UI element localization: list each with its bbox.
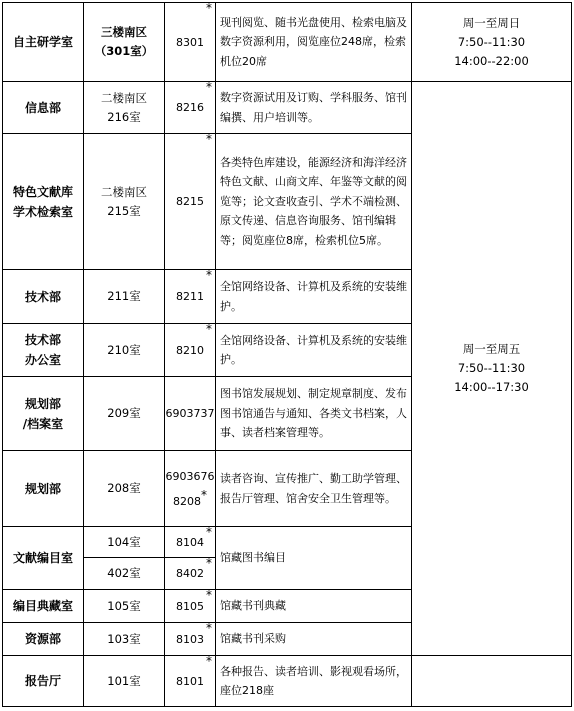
service-cell: 数字资源试用及订购、学科服务、馆刊编撰、用户培训等。 [216, 82, 412, 134]
room-cell: 210室 [84, 324, 165, 377]
ext-cell: 8103 * [165, 623, 216, 656]
dept-cell: 文献编目室 [3, 527, 84, 590]
room-cell: 三楼南区 （301室） [84, 3, 165, 82]
room-cell: 402室 [84, 558, 165, 590]
ext-cell: 8105 * [165, 590, 216, 623]
dept-cell: 编目典藏室 [3, 590, 84, 623]
ext-cell: 8210 * [165, 324, 216, 377]
star-mark: * [201, 487, 207, 502]
ext-cell: 6903737 [165, 377, 216, 451]
hours-cell-empty [412, 656, 572, 707]
dept-cell: 自主研学室 [3, 3, 84, 82]
service-cell: 读者咨询、宣传推广、勤工助学管理、报告厅管理、馆舍安全卫生管理等。 [216, 451, 412, 527]
ext-cell: 8301 * [165, 3, 216, 82]
room-cell: 二楼南区 215室 [84, 134, 165, 270]
service-cell: 现刊阅览、随书光盘使用、检索电脑及数字资源利用，阅览座位248席，检索机位20席 [216, 3, 412, 82]
ext-cell: 8216 * [165, 82, 216, 134]
service-cell: 馆藏书刊典藏 [216, 590, 412, 623]
hours-cell-daily: 周一至周日 7:50--11:30 14:00--22:00 [412, 3, 572, 82]
dept-cell: 技术部 办公室 [3, 324, 84, 377]
dept-cell: 规划部 /档案室 [3, 377, 84, 451]
hours-cell-weekday: 周一至周五 7:50--11:30 14:00--17:30 [412, 82, 572, 656]
service-cell: 图书馆发展规划、制定规章制度、发布图书馆通告与通知、各类文书档案，人事、读者档案管理等。 [216, 377, 412, 451]
service-cell: 各种报告、读者培训、影视观看场所，座位218座 [216, 656, 412, 707]
dept-cell: 技术部 [3, 270, 84, 324]
ext-cell: 6903676 8208* [165, 451, 216, 527]
room-cell: 105室 [84, 590, 165, 623]
dept-cell: 报告厅 [3, 656, 84, 707]
star-mark: * [206, 81, 212, 94]
library-departments-table [2, 2, 572, 707]
room-cell: 101室 [84, 656, 165, 707]
table-row [3, 656, 572, 707]
service-cell: 全馆网络设备、计算机及系统的安装维护。 [216, 270, 412, 324]
star-mark: * [206, 269, 212, 282]
ext-cell: 8104 * [165, 527, 216, 558]
table-row [3, 82, 572, 134]
dept-cell: 规划部 [3, 451, 84, 527]
room-cell: 211室 [84, 270, 165, 324]
service-cell: 馆藏图书编目 [216, 527, 412, 590]
room-cell: 208室 [84, 451, 165, 527]
dept-cell: 信息部 [3, 82, 84, 134]
star-mark: * [206, 557, 212, 570]
room-cell: 103室 [84, 623, 165, 656]
star-mark: * [206, 2, 212, 15]
table-row [3, 3, 572, 82]
star-mark: * [206, 589, 212, 602]
ext-cell: 8101 * [165, 656, 216, 707]
star-mark: * [206, 323, 212, 336]
service-cell: 各类特色库建设，能源经济和海洋经济特色文献、山商文库、年鉴等文献的阅览等；论文查收查引、学术不端检测、原文传递、信息咨询服务、馆刊编辑等；阅览座位8席，检索机位5席。 [216, 134, 412, 270]
service-cell: 馆藏书刊采购 [216, 623, 412, 656]
star-mark: * [206, 526, 212, 539]
room-cell: 二楼南区 216室 [84, 82, 165, 134]
star-mark: * [206, 622, 212, 635]
ext-cell: 8215 * [165, 134, 216, 270]
star-mark: * [206, 655, 212, 668]
room-cell: 104室 [84, 527, 165, 558]
dept-cell: 资源部 [3, 623, 84, 656]
ext-cell: 8211 * [165, 270, 216, 324]
service-cell: 全馆网络设备、计算机及系统的安装维护。 [216, 324, 412, 377]
ext-cell: 8402 * [165, 558, 216, 590]
dept-cell: 特色文献库 学术检索室 [3, 134, 84, 270]
star-mark: * [206, 133, 212, 146]
room-cell: 209室 [84, 377, 165, 451]
